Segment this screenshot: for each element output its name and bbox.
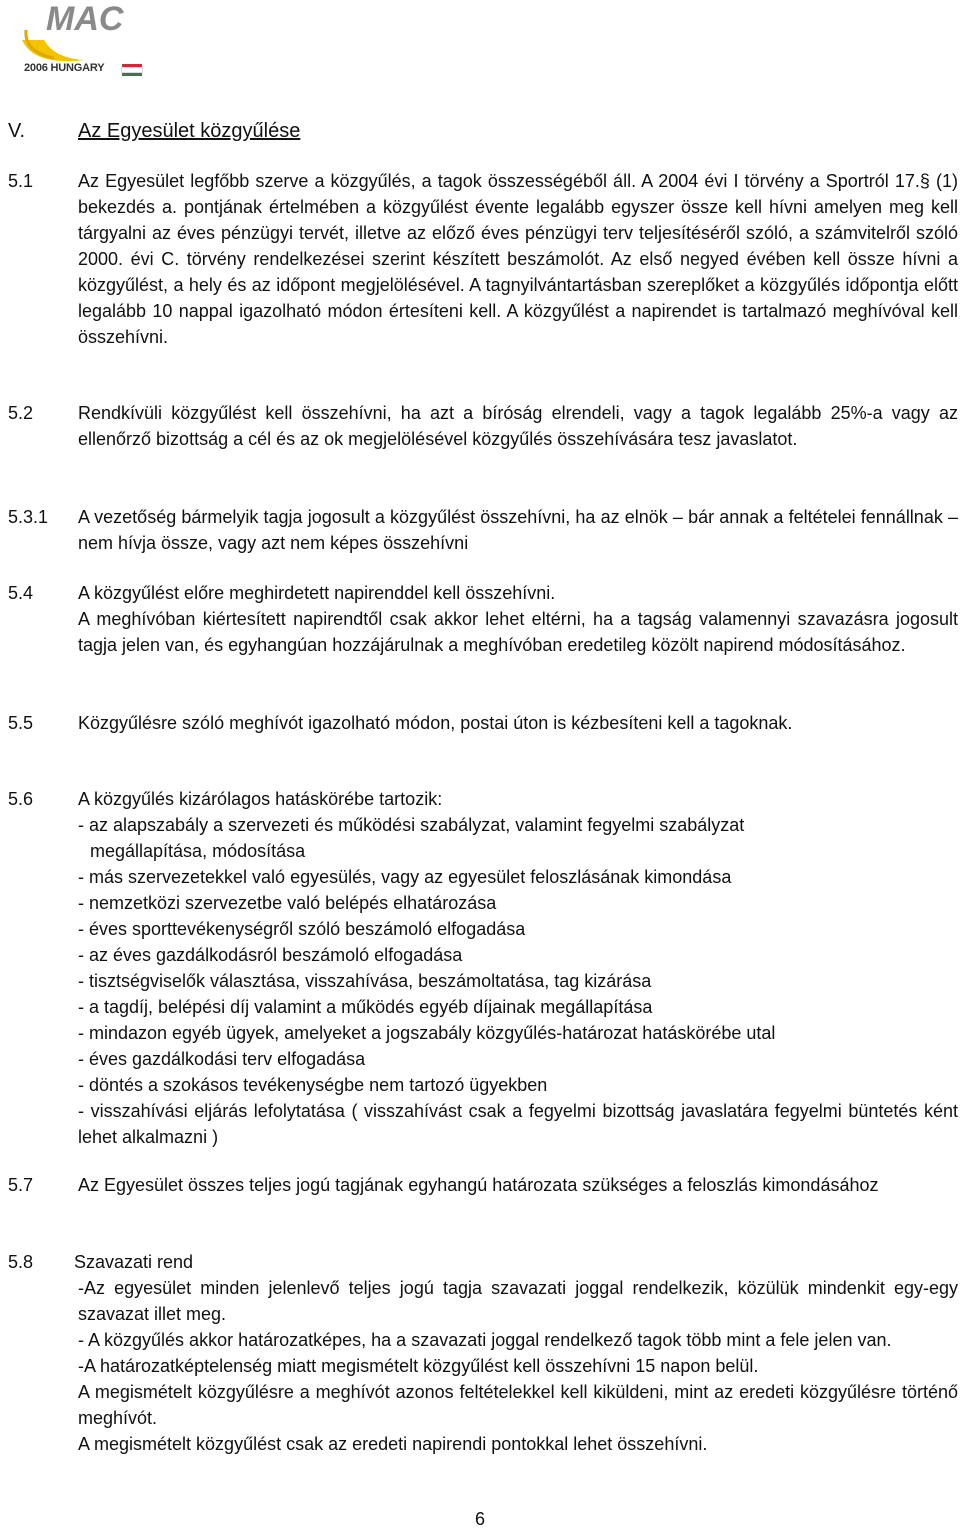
- chapter-number: V.: [8, 120, 26, 142]
- section-number: 5.5: [8, 713, 34, 733]
- section-text: Az Egyesület összes teljes jogú tagjának egyhangú határozata szükséges a feloszlás kimondásához: [78, 1175, 879, 1195]
- list-item: - a tagdíj, belépési díj valamint a működés egyéb díjainak megállapítása: [78, 997, 653, 1017]
- logo-graphic: [14, 0, 154, 70]
- list-item: - éves sporttevékenységről szóló beszámoló elfogadása: [78, 919, 526, 939]
- logo-brand-text: MAC: [46, 0, 124, 38]
- section-text: Az Egyesület legfőbb szerve a közgyűlés, a tagok összességéből áll. A 2004 évi I törvény a Sportról 17.§ (1) bekezdés a. pontjának értelmében a közgyűlést évente legalább egyszer össze kell hívni amelyen meg kell tárgyalni az éves pénzügyi tervét, illetve az előző éves pénzügyi terv teljesítéséről szóló, a számvitelről szóló 2000. évi C. törvény rendelkezései szerint készített beszámolót. Az első negyed évében kell össze hívni a közgyűlést, a hely és az időpont megjelölésével. A tagnyilvántartásban szereplőket a közgyűlés időpontja előtt legalább 10 nappal igazolható módon értesíteni kell. A közgyűlést a napirendet is tartalmazó meghívóval kell összehívni.: [78, 171, 958, 347]
- list-item: - döntés a szokásos tevékenységbe nem tartozó ügyekben: [78, 1075, 548, 1095]
- section-paragraph: -A határozatképtelenség miatt megismételt közgyűlést kell összehívni 15 napon belül.: [78, 1356, 759, 1376]
- section-number: 5.3.1: [8, 507, 49, 527]
- mac-2006-hungary-logo: [14, 0, 154, 86]
- section-5-8: [8, 1249, 958, 1457]
- chapter-title: Az Egyesület közgyűlése: [78, 120, 301, 142]
- section-5-1: [8, 168, 958, 350]
- list-item: - tisztségviselők választása, visszahívása, beszámoltatása, tag kizárása: [78, 971, 652, 991]
- section-text: Közgyűlésre szóló meghívót igazolható módon, postai úton is kézbesíteni kell a tagoknak.: [78, 713, 793, 733]
- section-paragraph: -Az egyesület minden jelenlevő teljes jogú tagja szavazati joggal rendelkezik, közülük mindenkit egy-egy szavazat illet meg.: [78, 1278, 958, 1324]
- section-title: Szavazati rend: [74, 1252, 194, 1272]
- section-5-7: [8, 1172, 958, 1198]
- section-number: 5.6: [8, 789, 34, 809]
- section-text: A vezetőség bármelyik tagja jogosult a közgyűlést összehívni, ha az elnök – bár annak a feltételei fennállnak – nem hívja össze, vagy azt nem képes összehívni: [78, 507, 958, 553]
- list-item: - nemzetközi szervezetbe való belépés elhatározása: [78, 893, 497, 913]
- section-paragraph: - A közgyűlés akkor határozatképes, ha a szavazati joggal rendelkező tagok több mint a fele jelen van.: [78, 1330, 892, 1350]
- section-paragraph: A megismételt közgyűlést csak az eredeti napirendi pontokkal lehet összehívni.: [78, 1434, 708, 1454]
- list-item: - mindazon egyéb ügyek, amelyeket a jogszabály közgyűlés-határozat hatáskörébe utal: [78, 1023, 776, 1043]
- page-number: 6: [474, 1509, 485, 1529]
- section-number: 5.7: [8, 1175, 34, 1195]
- section-first-line: A közgyűlést előre meghirdetett napirenddel kell összehívni.: [78, 583, 556, 603]
- section-5-5: [8, 710, 958, 736]
- section-5-3-1: [8, 504, 958, 556]
- section-text: A meghívóban kiértesített napirendtől csak akkor lehet eltérni, ha a tagság valamennyi szavazásra jogosult tagja jelen van, és egyhangúan hozzájárulnak a meghívóban eredetileg közölt napirend módosításához.: [78, 609, 958, 655]
- list-item: - az éves gazdálkodásról beszámoló elfogadása: [78, 945, 463, 965]
- section-number: 5.8: [8, 1252, 34, 1272]
- section-5-2: [8, 400, 958, 452]
- section-5-4: [8, 580, 958, 658]
- hungarian-flag-icon: [122, 64, 142, 76]
- chapter-heading: [8, 118, 300, 144]
- list-item-last: - visszahívási eljárás lefolytatása ( visszahívást csak a fegyelmi bizottság javaslatára fegyelmi büntetés ként lehet alkalmazni ): [78, 1101, 958, 1147]
- section-paragraph: A megismételt közgyűlésre a meghívót azonos feltételekkel kell kiküldeni, mint az eredeti közgyűlésre történő meghívót.: [78, 1382, 958, 1428]
- list-item: - az alapszabály a szervezeti és működési szabályzat, valamint fegyelmi szabályzat: [78, 815, 745, 835]
- list-item: megállapítása, módosítása: [90, 841, 306, 861]
- section-number: 5.4: [8, 583, 34, 603]
- list-item: - éves gazdálkodási terv elfogadása: [78, 1049, 366, 1069]
- list-item: - más szervezetekkel való egyesülés, vagy az egyesület feloszlásának kimondása: [78, 867, 732, 887]
- section-5-6: [8, 786, 958, 1150]
- section-number: 5.1: [8, 171, 34, 191]
- section-text: Rendkívüli közgyűlést kell összehívni, ha azt a bíróság elrendeli, vagy a tagok legalább 25%-a vagy az ellenőrző bizottság a cél és az ok megjelölésével közgyűlés összehívására tesz javaslatot.: [78, 403, 958, 449]
- logo-sub-text: 2006 HUNGARY: [24, 62, 105, 74]
- section-number: 5.2: [8, 403, 34, 423]
- section-intro: A közgyűlés kizárólagos hatáskörébe tartozik:: [78, 789, 443, 809]
